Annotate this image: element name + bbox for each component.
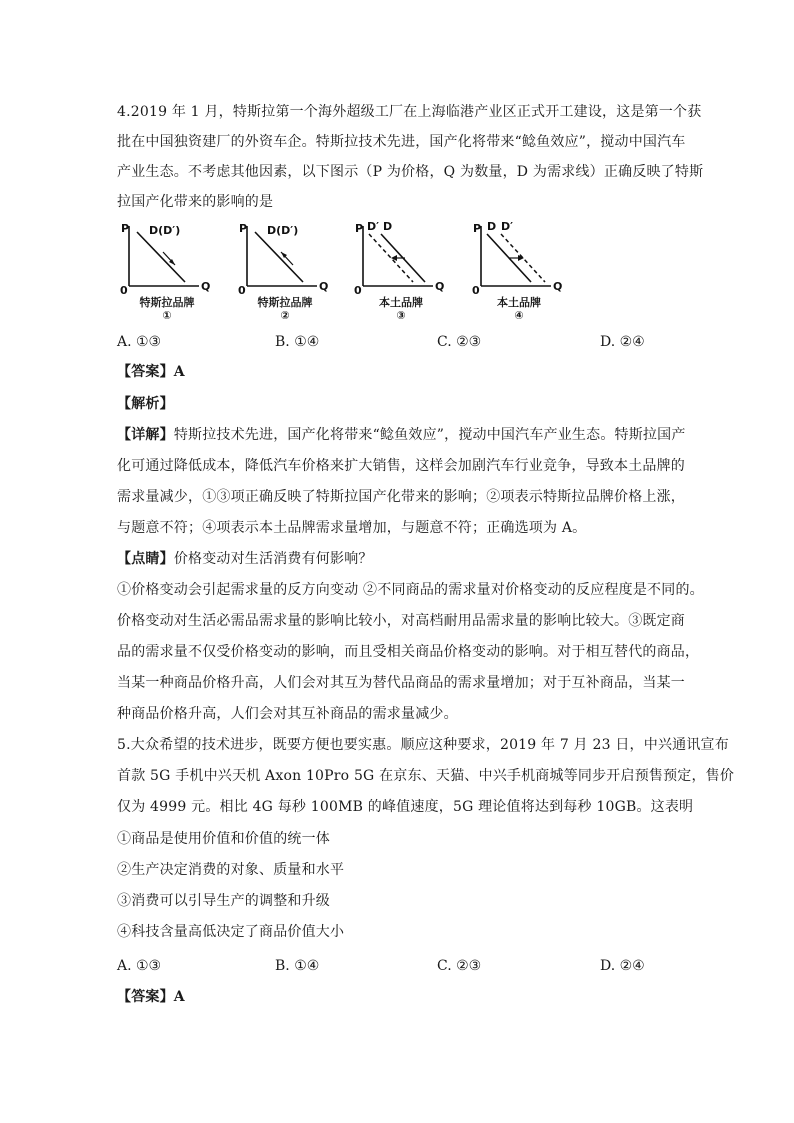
- graph-3-curve-label-a: D′: [367, 220, 380, 233]
- q4-option-d: D. ②④: [600, 334, 645, 350]
- graph-4-brand: 本土品牌: [497, 296, 541, 309]
- graph-3: [351, 218, 451, 324]
- q5-option-d: D. ②④: [600, 958, 645, 974]
- q4-option-c: C. ②③: [437, 334, 482, 350]
- graph-3-curve-label-b: D: [383, 220, 393, 233]
- graph-2-curve-label: D(D′): [267, 224, 299, 237]
- graph-2-number: ②: [280, 309, 290, 322]
- graph-1-curve-label: D(D′): [149, 224, 181, 237]
- q5-answer: 【答案】A: [117, 989, 185, 1005]
- q4-tip-line-2: 价格变动对生活必需品需求量的影响比较小，对高档耐用品需求量的影响比较大。③既定商: [117, 613, 685, 629]
- q4-tip-line-4: 当某一种商品价格升高，人们会对其互为替代品商品的需求量增加；对于互补商品，当某一: [117, 675, 685, 691]
- q4-detail-line-2: 化可通过降低成本，降低汽车价格来扩大销售，这样会加剧汽车行业竞争，导致本土品牌的: [117, 458, 685, 474]
- graph-1-p-label: P: [121, 222, 130, 235]
- graph-3-number: ③: [396, 309, 406, 322]
- graph-2: [235, 218, 335, 324]
- q4-tip-tag: 【点睛】: [117, 551, 174, 567]
- graph-3-brand: 本土品牌: [379, 296, 423, 309]
- graph-3-plot: [351, 218, 451, 298]
- q4-detail-text-1: 特斯拉技术先进，国产化将带来“鲶鱼效应”，搅动中国汽车产业生态。特斯拉国产: [173, 427, 686, 443]
- q4-detail-line-4: 与题意不符；④项表示本土品牌需求量增加，与题意不符；正确选项为 A。: [117, 520, 587, 536]
- graph-2-demand-line: [255, 232, 303, 282]
- graph-1: [117, 218, 217, 324]
- q5-line-2: 首款 5G 手机中兴天机 Axon 10Pro 5G 在京东、天猫、中兴手机商城等同步开启预售预定，售价: [117, 768, 735, 784]
- graph-1-demand-line: [137, 232, 185, 282]
- q5-statement-1: ①商品是使用价值和价值的统一体: [117, 831, 330, 847]
- q4-line-4: 拉国产化带来的影响的是: [117, 194, 274, 210]
- q4-tip-title: 价格变动对生活消费有何影响？: [173, 551, 373, 567]
- graph-1-q-label: Q: [201, 280, 211, 293]
- q5-option-c: C. ②③: [437, 958, 482, 974]
- graph-4-curve-label-b: D′: [501, 220, 514, 233]
- q4-option-a: A. ①③: [117, 334, 162, 350]
- q5-line-3: 仅为 4999 元。相比 4G 每秒 100MB 的峰值速度，5G 理论值将达到每秒 10GB。这表明: [117, 799, 694, 815]
- graph-4-number: ④: [514, 309, 524, 322]
- graph-2-p-label: P: [239, 222, 248, 235]
- q5-statement-4: ④科技含量高低决定了商品价值大小: [117, 924, 345, 940]
- q4-analysis-heading: 【解析】: [117, 396, 174, 412]
- graph-4-p-label: P: [473, 222, 482, 235]
- graph-4-curve-label-a: D: [487, 220, 497, 233]
- q4-detail-tag: 【详解】: [117, 427, 174, 443]
- graph-4-origin: 0: [472, 284, 480, 297]
- graph-2-plot: [235, 218, 335, 298]
- q4-detail-line-1: [117, 425, 687, 445]
- q4-line-3: 产业生态。不考虑其他因素，以下图示（P 为价格，Q 为数量，D 为需求线）正确反映了特斯: [117, 164, 704, 180]
- graph-3-arrowhead: [391, 255, 397, 261]
- q4-tip-title-line: [117, 549, 687, 569]
- q4-line-1: 4.2019 年 1 月，特斯拉第一个海外超级工厂在上海临港产业区正式开工建设，这是第一个获: [117, 104, 702, 120]
- graph-3-p-label: P: [355, 222, 364, 235]
- q5-line-1: 5.大众希望的技术进步，既要方便也要实惠。顺应这种要求，2019 年 7 月 23 日，中兴通讯宣布: [117, 737, 729, 753]
- graph-4-q-label: Q: [553, 280, 563, 293]
- q4-tip-line-5: 种商品价格升高，人们会对其互补商品的需求量减少。: [117, 706, 458, 722]
- q4-detail-line-3: 需求量减少，①③项正确反映了特斯拉国产化带来的影响；②项表示特斯拉品牌价格上涨，: [117, 489, 685, 505]
- q5-statement-3: ③消费可以引导生产的调整和升级: [117, 893, 330, 909]
- graph-3-origin: 0: [354, 284, 362, 297]
- q4-tip-line-3: 品的需求量不仅受价格变动的影响，而且受相关商品价格变动的影响。对于相互替代的商品，: [117, 644, 700, 660]
- q4-option-b: B. ①④: [275, 334, 320, 350]
- graph-2-origin: 0: [238, 284, 246, 297]
- q4-tip-line-1: ①价格变动会引起需求量的反方向变动 ②不同商品的需求量对价格变动的反应程度是不同的。: [117, 582, 704, 598]
- graph-2-q-label: Q: [319, 280, 329, 293]
- graph-1-origin: 0: [120, 284, 128, 297]
- graph-1-plot: [117, 218, 217, 298]
- graph-4-plot: [469, 218, 569, 298]
- graph-1-brand: 特斯拉品牌: [139, 296, 195, 309]
- q4-line-2: 批在中国独资建厂的外资车企。特斯拉技术先进，国产化将带来“鲶鱼效应”，搅动中国汽车: [117, 134, 686, 150]
- q5-option-a: A. ①③: [117, 958, 162, 974]
- q5-option-b: B. ①④: [275, 958, 320, 974]
- graph-2-brand: 特斯拉品牌: [257, 296, 313, 309]
- q4-answer: 【答案】A: [117, 364, 185, 380]
- graph-3-q-label: Q: [435, 280, 445, 293]
- q5-statement-2: ②生产决定消费的对象、质量和水平: [117, 862, 345, 878]
- q4-graph-figures: [117, 218, 577, 324]
- graph-4: [469, 218, 569, 324]
- graph-1-number: ①: [162, 309, 172, 322]
